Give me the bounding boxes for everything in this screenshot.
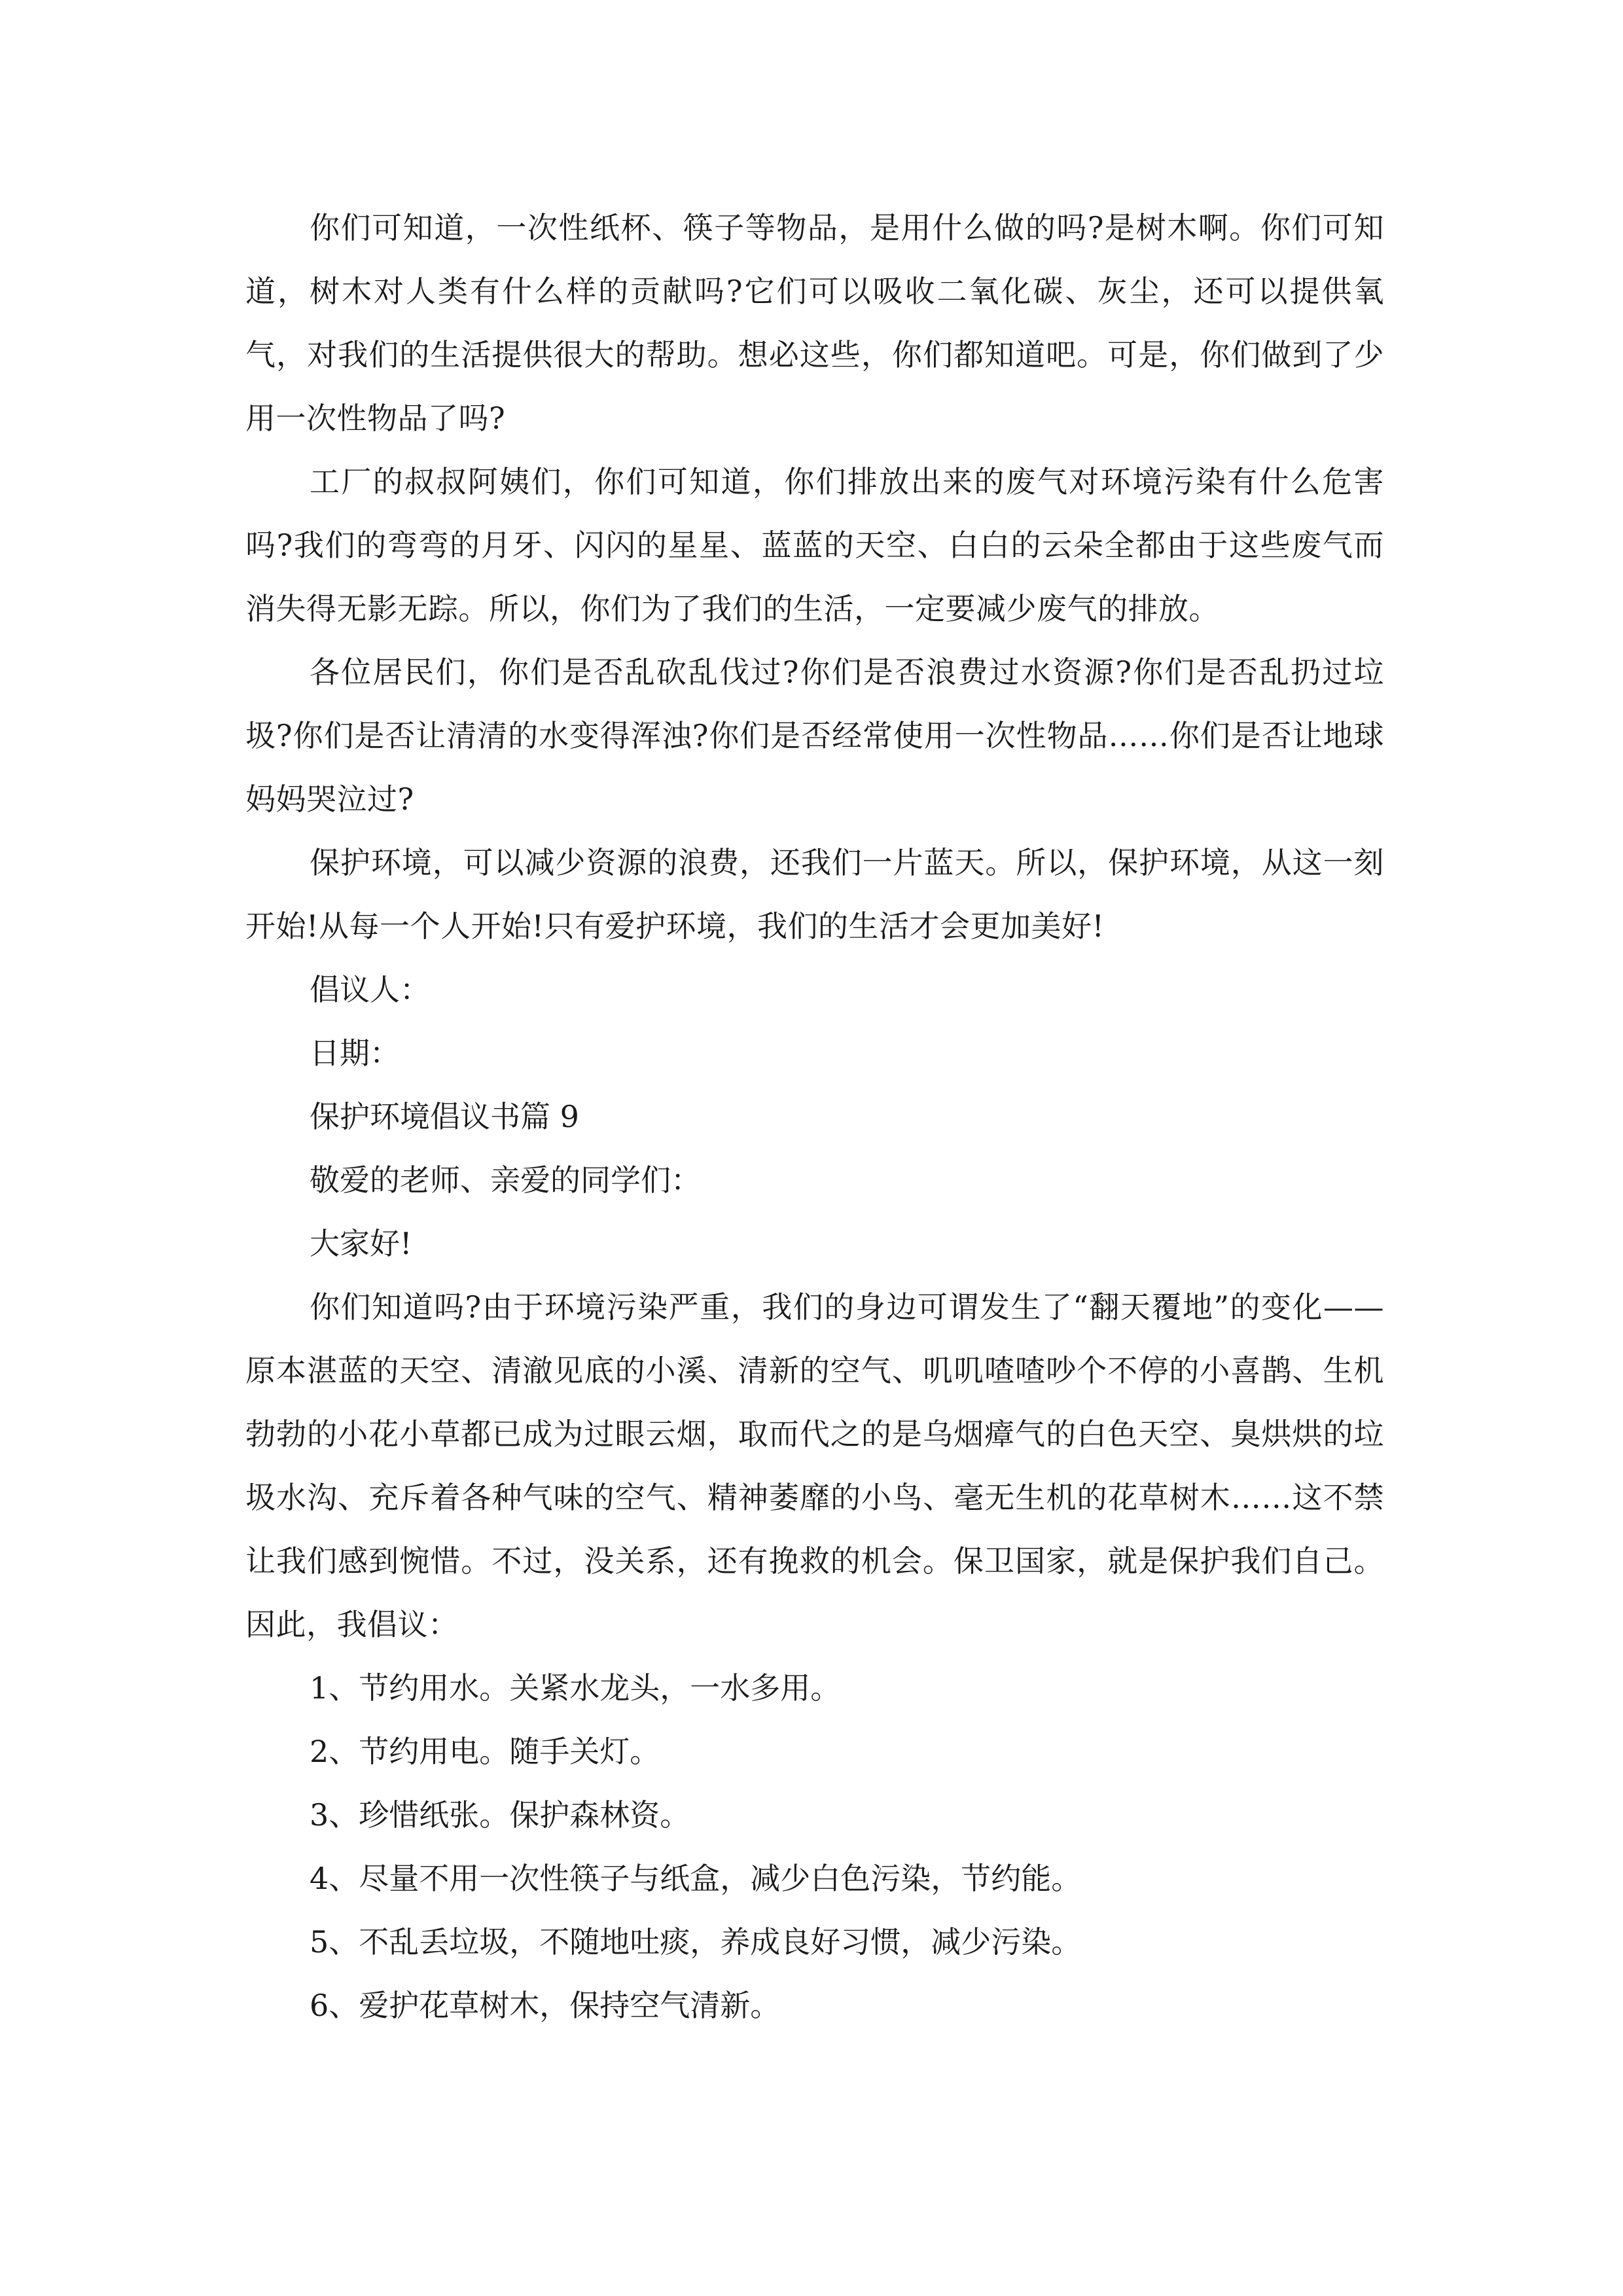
proposal-item: 5、不乱丢垃圾，不随地吐痰，养成良好习惯，减少污染。 (310, 1924, 1082, 1960)
greeting: 大家好! (310, 1226, 412, 1261)
proposal-item: 1、节约用水。关紧水龙头，一水多用。 (310, 1670, 841, 1706)
section-title: 保护环境倡议书篇 9 (310, 1099, 579, 1134)
proposal-item: 4、尽量不用一次性筷子与纸盒，减少白色污染，节约能。 (310, 1861, 1082, 1896)
salutation: 敬爱的老师、亲爱的同学们： (310, 1162, 701, 1198)
paragraph-disposable-items: 你们可知道，一次性纸杯、筷子等物品，是用什么做的吗?是树木啊。你们可知道，树木对人类有什么样的贡献吗?它们可以吸收二氧化碳、灰尘，还可以提供氧气，对我们的生活提供很大的帮助。想必这些，你们都知道吧。可是，你们做到了少用一次性物品了吗? (245, 210, 1384, 436)
proposal-item: 2、节约用电。随手关灯。 (310, 1734, 660, 1769)
paragraph-protect-environment: 保护环境，可以减少资源的浪费，还我们一片蓝天。所以，保护环境，从这一刻开始!从每一个人开始!只有爱护环境，我们的生活才会更加美好! (245, 845, 1384, 944)
paragraph-factory-emissions: 工厂的叔叔阿姨们，你们可知道，你们排放出来的废气对环境污染有什么危害吗?我们的弯弯的月牙、闪闪的星星、蓝蓝的天空、白白的云朵全都由于这些废气而消失得无影无踪。所以，你们为了我们的生活，一定要减少废气的排放。 (245, 464, 1384, 626)
paragraph-environment-change: 你们知道吗?由于环境污染严重，我们的身边可谓发生了“翻天覆地”的变化——原本湛蓝的天空、清澈见底的小溪、清新的空气、叽叽喳喳吵个不停的小喜鹊、生机勃勃的小花小草都已成为过眼云烟，取而代之的是乌烟瘴气的白色天空、臭烘烘的垃圾水沟、充斥着各种气味的空气、精神萎靡的小鸟、毫无生机的花草树木……这不禁让我们感到惋惜。不过，没关系，还有挽救的机会。保卫国家，就是保护我们自己。因此，我倡议： (245, 1289, 1384, 1642)
document-body (245, 196, 1384, 2037)
date-label: 日期： (310, 1035, 400, 1071)
proposal-item: 3、珍惜纸张。保护森林资。 (310, 1797, 690, 1833)
proposal-item: 6、爱护花草树木，保持空气清新。 (310, 1988, 781, 2023)
paragraph-residents: 各位居民们，你们是否乱砍乱伐过?你们是否浪费过水资源?你们是否乱扔过垃圾?你们是否让清清的水变得浑浊?你们是否经常使用一次性物品……你们是否让地球妈妈哭泣过? (245, 655, 1384, 817)
proposer-label: 倡议人： (310, 972, 430, 1007)
